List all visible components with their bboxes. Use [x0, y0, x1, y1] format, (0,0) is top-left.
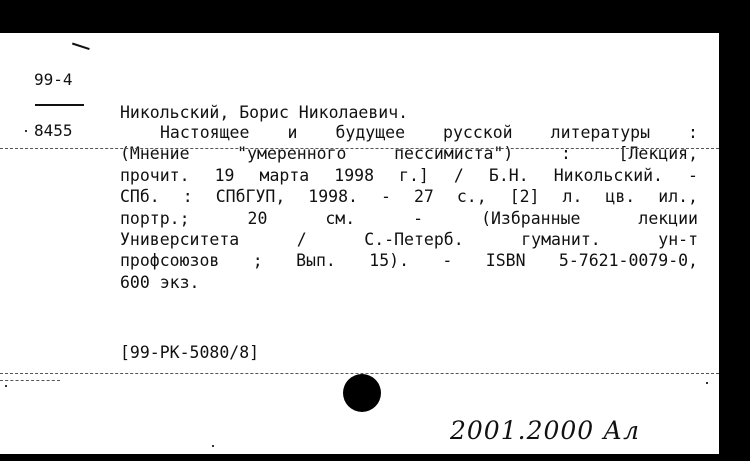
punch-hole [343, 374, 381, 412]
speck [25, 130, 27, 132]
description-line: портр.; 20 см. - (Избранные лекции [120, 208, 698, 228]
call-number-divider [35, 104, 84, 106]
scan-line [0, 148, 719, 149]
description-line: (Мнение "умеренного пессимиста") : [Лекция, [120, 144, 698, 164]
description-line: прочит. 19 марта 1998 г.] / Б.Н. Никольский. - [120, 165, 698, 185]
call-number-bottom: 8455 [34, 121, 73, 140]
record-id: [99-РК-5080/8] [120, 343, 260, 362]
description-line: Университета / С.-Петерб. гуманит. ун-т [120, 229, 698, 249]
speck [5, 385, 7, 387]
description-line: СПб. : СПбГУП, 1998. - 27 с., [2] л. цв. ил., [120, 187, 698, 207]
description-line: профсоюзов ; Вып. 15). - ISBN 5-7621-0079-0, [120, 251, 698, 271]
handwritten-note: 2001.2000 Ал [450, 416, 640, 445]
corner-mark [68, 43, 89, 62]
scan-line [0, 380, 60, 381]
speck [706, 382, 708, 384]
catalog-card [0, 33, 719, 454]
call-number-top: 99-4 [34, 70, 73, 89]
speck [212, 445, 214, 447]
author-heading: Никольский, Борис Николаевич. [120, 103, 409, 122]
description-line: 600 экз. [120, 272, 200, 292]
description-line: Настоящее и будущее русской литературы : [160, 123, 698, 142]
